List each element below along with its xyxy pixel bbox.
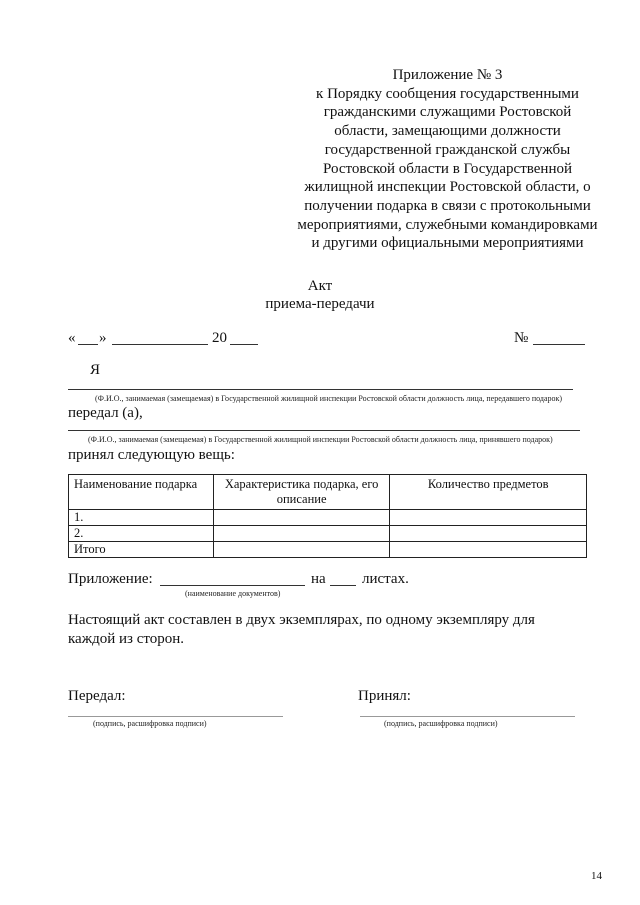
appendix-line: Приложение № 3 (392, 67, 503, 83)
appendix-line: гражданскими служащими Ростовской (323, 104, 572, 121)
appendix-header (290, 66, 605, 253)
attachment-sheets-field[interactable] (330, 585, 356, 586)
attachment-sheets-label: листах. (362, 571, 409, 587)
table-cell[interactable]: 1. (69, 510, 214, 526)
header-quantity: Количество предметов (390, 475, 587, 510)
gift-table (68, 474, 587, 558)
receiver-verb: принял следующую вещь: (68, 447, 235, 463)
attachment-label: Приложение: (68, 571, 153, 587)
appendix-line: к Порядку сообщения государственными (316, 85, 579, 102)
table-row (69, 526, 587, 542)
handed-signature-field[interactable] (68, 716, 283, 717)
page-number: 14 (591, 870, 602, 882)
table-row (69, 510, 587, 526)
date-close-quote: » (99, 330, 107, 346)
transferor-name-field[interactable] (68, 389, 573, 390)
act-subtitle: приема-передачи (265, 296, 375, 312)
appendix-line: получении подарка в связи с протокольными (304, 197, 591, 214)
handed-label: Передал: (68, 688, 126, 704)
table-cell[interactable] (390, 542, 587, 558)
statement-line-2: каждой из сторон. (68, 631, 184, 647)
attachment-documents-field[interactable] (160, 585, 305, 586)
table-cell[interactable] (213, 526, 390, 542)
appendix-line: мероприятиями, служебными командировками (297, 216, 598, 233)
appendix-line: государственной гражданской службы (324, 141, 571, 158)
received-label: Принял: (358, 688, 411, 704)
table-header-row (69, 475, 587, 510)
date-open-quote: « (68, 330, 76, 346)
table-cell[interactable]: Итого (69, 542, 214, 558)
statement-line-1: Настоящий акт составлен в двух экземплярах, по одному экземпляру для (68, 612, 535, 628)
receiver-caption: (Ф.И.О., занимаемая (замещаемая) в Государственной жилищной инспекции Ростовской области должность лица, принявшего подарок) (88, 435, 553, 444)
date-month-field[interactable] (112, 344, 208, 345)
table-cell[interactable] (213, 510, 390, 526)
appendix-line: и другими официальными мероприятиями (311, 235, 584, 252)
receiver-name-field[interactable] (68, 430, 580, 431)
number-field[interactable] (533, 344, 585, 345)
table-cell[interactable] (390, 526, 587, 542)
table-cell[interactable]: 2. (69, 526, 214, 542)
act-title: Акт (307, 278, 333, 294)
handed-signature-caption: (подпись, расшифровка подписи) (93, 719, 207, 728)
table-row-total (69, 542, 587, 558)
header-gift-description: Характеристика подарка, его описание (213, 475, 390, 510)
appendix-line: Ростовской области в Государственной (322, 160, 573, 177)
table-cell[interactable] (213, 542, 390, 558)
number-label: № (514, 330, 529, 346)
transferor-caption: (Ф.И.О., занимаемая (замещаемая) в Государственной жилищной инспекции Ростовской области должность лица, передавшего подарок) (95, 394, 563, 403)
appendix-line: области, замещающими должности (334, 123, 561, 140)
attachment-on-label: на (311, 571, 326, 587)
date-day-field[interactable] (78, 344, 98, 345)
date-year-prefix: 20 (212, 330, 227, 346)
appendix-line: жилищной инспекции Ростовской области, о (304, 179, 591, 196)
header-gift-name: Наименование подарка (69, 475, 214, 510)
received-signature-caption: (подпись, расшифровка подписи) (384, 719, 498, 728)
table-cell[interactable] (390, 510, 587, 526)
attachment-caption: (наименование документов) (185, 589, 281, 598)
transferor-pronoun: Я (90, 362, 101, 378)
date-year-field[interactable] (230, 344, 258, 345)
received-signature-field[interactable] (360, 716, 575, 717)
transferor-verb: передал (а), (68, 405, 143, 421)
